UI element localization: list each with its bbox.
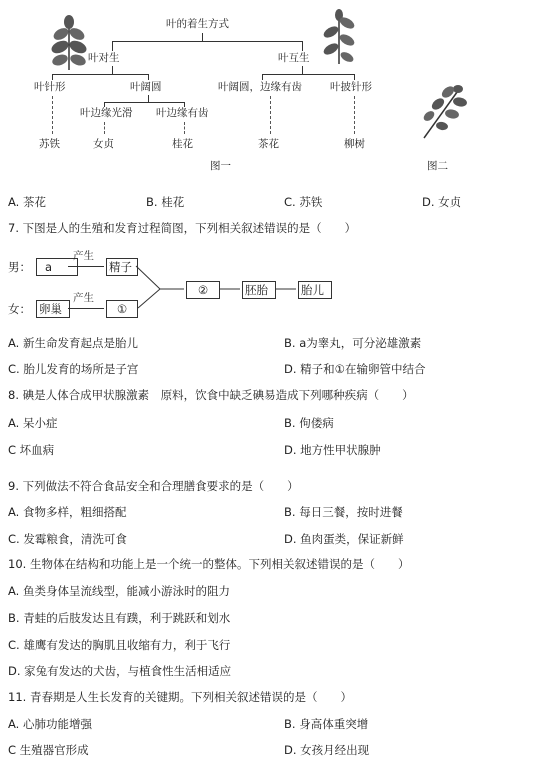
- box-sperm: 精子: [106, 258, 138, 276]
- option-a: A. 鱼类身体呈流线型，能减小游泳时的阻力: [8, 584, 230, 598]
- option-a: A. 呆小症: [8, 416, 58, 430]
- option-b: B. 身高体重突增: [284, 717, 369, 731]
- q8-stem: 8. 碘是人体合成甲状腺激素 原料，饮食中缺乏碘易造成下列哪种疾病（ ）: [8, 388, 414, 402]
- q9-stem: 9. 下列做法不符合食品安全和合理膳食要求的是（ ）: [8, 479, 299, 493]
- needle-right-label: 叶披针形: [330, 81, 372, 93]
- option-c: C. 苏铁: [284, 195, 323, 209]
- option-d: D. 女贞: [422, 195, 462, 209]
- alternate-label: 叶互生: [278, 52, 310, 64]
- root-label: 叶的着生方式: [166, 18, 229, 30]
- male-label: 男：: [8, 260, 31, 274]
- opposite-label: 叶对生: [88, 52, 120, 64]
- figure-2-caption: 图二: [427, 160, 448, 172]
- option-a: A. 食物多样，粗细搭配: [8, 505, 127, 519]
- option-b: B. 佝偻病: [284, 416, 334, 430]
- plant-label: 柳树: [344, 138, 365, 150]
- box-embryo: 胚胎: [242, 281, 276, 299]
- box-two: ②: [186, 281, 220, 299]
- q11-stem: 11. 青春期是人生长发育的关键期。下列相关叙述错误的是（ ）: [8, 690, 352, 704]
- plant-label: 女贞: [93, 138, 114, 150]
- option-c: C. 发霉粮食，清洗可食: [8, 532, 127, 546]
- option-d: D. 女孩月经出现: [284, 743, 370, 757]
- box-fetus: 胎儿: [298, 281, 332, 299]
- female-label: 女：: [8, 302, 31, 316]
- figure-1-caption: 图一: [210, 160, 231, 172]
- option-d: D. 鱼肉蛋类，保证新鲜: [284, 532, 404, 546]
- option-d: D. 精子和①在输卵管中结合: [284, 362, 426, 376]
- option-c: C 生殖器官形成: [8, 743, 89, 757]
- produce-label: 产生: [73, 250, 94, 262]
- option-a: A. 心肺功能增强: [8, 717, 92, 731]
- toothed-edge-label: 叶边缘有齿: [156, 107, 209, 119]
- box-ovary: 卵巢: [36, 300, 70, 318]
- smooth-edge-label: 叶边缘光滑: [80, 107, 133, 119]
- option-a: A. 新生命发育起点是胎儿: [8, 336, 138, 350]
- option-b: B. 每日三餐，按时进餐: [284, 505, 403, 519]
- option-c: C. 雄鹰有发达的胸肌且收缩有力，利于飞行: [8, 638, 231, 652]
- option-b: B. a为睾丸，可分泌雄激素: [284, 336, 422, 350]
- option-c: C 坏血病: [8, 443, 55, 457]
- option-b: B. 桂花: [146, 195, 185, 209]
- q10-stem: 10. 生物体在结构和功能上是一个统一的整体。下列相关叙述错误的是（ ）: [8, 557, 410, 571]
- box-a: a: [36, 258, 78, 276]
- option-d: D. 地方性甲状腺肿: [284, 443, 381, 457]
- option-a: A. 茶花: [8, 195, 46, 209]
- option-d: D. 家兔有发达的犬齿，与植食性生活相适应: [8, 664, 232, 678]
- option-c: C. 胎儿发育的场所是子宫: [8, 362, 139, 376]
- option-b: B. 青蛙的后肢发达且有蹼，利于跳跃和划水: [8, 611, 231, 625]
- plant-label: 苏铁: [39, 138, 60, 150]
- q7-stem: 7. 下图是人的生殖和发育过程简图，下列相关叙述错误的是（ ）: [8, 221, 357, 235]
- box-one: ①: [106, 300, 138, 318]
- broad-toothed-label: 叶阔圆，边缘有齿: [218, 81, 302, 93]
- plant-label: 桂花: [172, 138, 193, 150]
- produce-label: 产生: [73, 292, 94, 304]
- needle-left-label: 叶针形: [34, 81, 66, 93]
- plant-label: 茶花: [258, 138, 279, 150]
- broad-left-label: 叶阔圆: [130, 81, 162, 93]
